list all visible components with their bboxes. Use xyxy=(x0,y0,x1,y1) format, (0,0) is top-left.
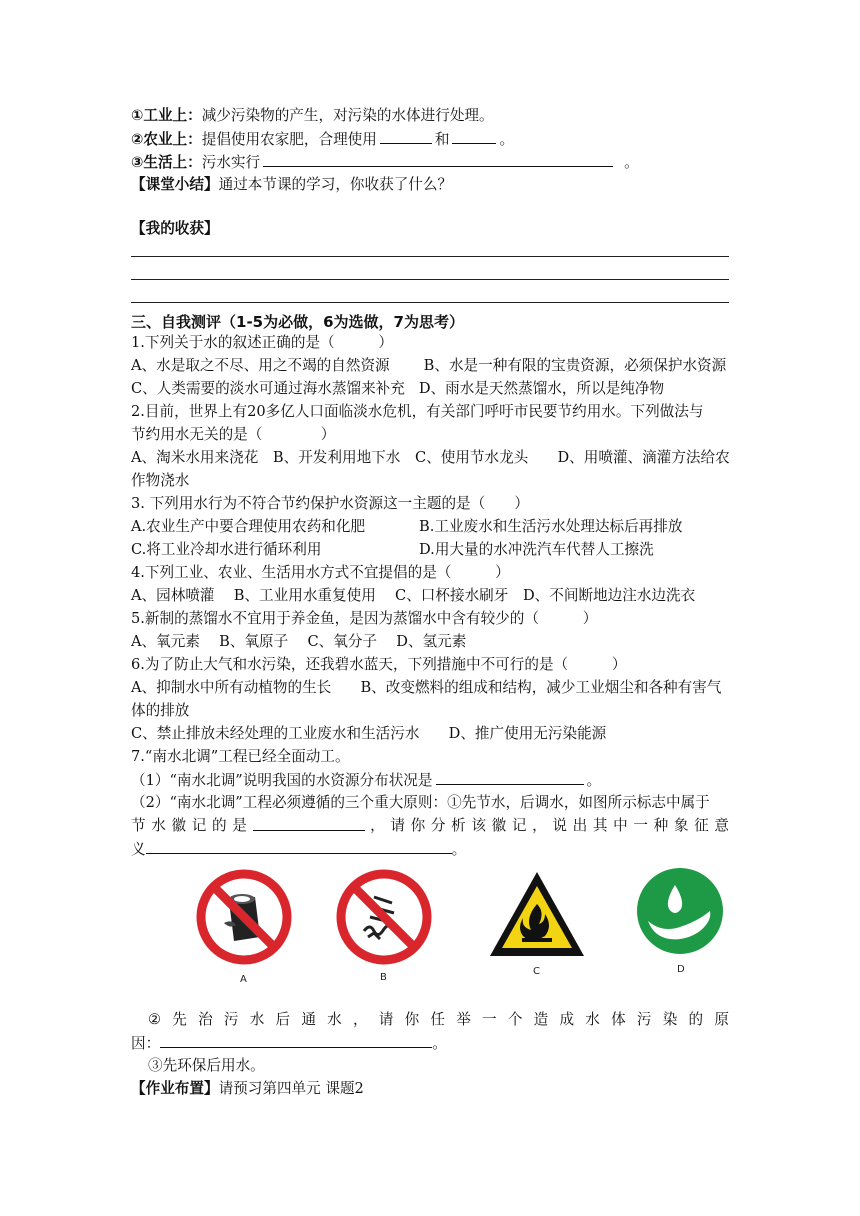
q7-p3-w20: 染 xyxy=(662,1011,678,1028)
q7-p3-w18: 体 xyxy=(611,1011,626,1028)
q7-p3-w0: ② xyxy=(148,1011,162,1028)
q7-p2-w22: 象 xyxy=(673,817,689,834)
class-summary xyxy=(131,175,452,195)
q7-p2-w1: 水 xyxy=(151,817,166,834)
q7-part-2-blank-1[interactable] xyxy=(253,816,365,831)
q3-stem: 3. 下列用水行为不符合节约保护水资源这一主题的是（ ） xyxy=(131,495,530,512)
q7-p3-w13: 一 xyxy=(482,1011,497,1028)
self-test-title: 三、自我测评（1-5为必做，6为选做，7为思考） xyxy=(131,313,464,331)
measure-agriculture-label: ②农业上： xyxy=(131,131,202,148)
q3-option-d: D.用大量的水冲洗汽车代替人工擦洗 xyxy=(419,541,654,558)
q7-p2-w17: 出 xyxy=(572,817,588,834)
q7-p2-w7: ， xyxy=(370,817,385,834)
q7-p3-w8: ， xyxy=(352,1011,368,1028)
q2-stem-1: 2.目前，世界上有20多亿人口面临淡水危机，有关部门呼吁市民要节约用水。下列做法与 xyxy=(131,403,704,420)
q7-p3-w11: 任 xyxy=(430,1011,446,1028)
q7-p3-w12: 举 xyxy=(456,1011,471,1028)
q7-p2-w0: 节 xyxy=(131,817,146,834)
q7-p2-w3: 记 xyxy=(191,817,207,834)
harvest-line-2[interactable] xyxy=(131,279,729,280)
q7-p2-w2: 徽 xyxy=(171,817,187,834)
q7-p2-w9: 你 xyxy=(410,817,426,834)
no-littering-sign-icon xyxy=(334,867,434,967)
q1-option-b: B、水是一种有限的宝贵资源，必须保护水资源 xyxy=(423,357,727,374)
sign-label-b: B xyxy=(380,972,387,983)
q7-p3-w7: 水 xyxy=(327,1011,342,1028)
harvest-line-3[interactable] xyxy=(131,302,729,303)
q7-part-4: ③先环保后用水。 xyxy=(148,1057,265,1074)
q7-part-3-line-2-text: 因： xyxy=(131,1035,161,1052)
q7-p2-w15: ， xyxy=(532,817,547,834)
q5-stem: 5.新制的蒸馏水不宜用于养金鱼，是因为蒸馏水中含有较少的（ ） xyxy=(131,610,598,627)
q7-p3-w1: 先 xyxy=(172,1011,187,1028)
q7-p2-w16: 说 xyxy=(552,817,567,834)
harvest-title: 【我的收获】 xyxy=(131,220,219,237)
q6-stem: 6.为了防止大气和水污染，还我碧水蓝天，下列措施中不可行的是（ ） xyxy=(131,656,627,673)
sign-label-a: A xyxy=(240,974,247,985)
q7-p3-w14: 个 xyxy=(507,1011,523,1028)
q7-p2-w23: 征 xyxy=(694,817,709,834)
q7-part-2-line-3 xyxy=(131,839,466,860)
q6-options-1: A、抑制水中所有动植物的生长 B、改变燃料的组成和结构，减少工业烟尘和各种有害气 xyxy=(131,679,722,696)
measure-industry-text: 减少污染物的产生，对污染的水体进行处理。 xyxy=(201,107,494,124)
q7-p2-w5: 是 xyxy=(232,817,247,834)
no-oil-drum-sign-icon xyxy=(194,867,294,967)
q7-stem: 7.“南水北调”工程已经全面动工。 xyxy=(131,748,350,765)
q7-p3-w6: 通 xyxy=(301,1011,316,1028)
q7-part-3-line-1 xyxy=(148,1010,729,1030)
q2-options-2: 作物浇水 xyxy=(131,472,190,489)
q7-p2-w24: 意 xyxy=(714,817,729,834)
measure-life-end: 。 xyxy=(624,154,639,171)
q7-p2-w10: 分 xyxy=(430,817,446,834)
q3-options-row-1 xyxy=(131,517,682,537)
sign-label-c: C xyxy=(533,966,540,977)
q7-part-2-line-2 xyxy=(131,816,729,836)
q7-p3-w19: 污 xyxy=(636,1011,652,1028)
q7-p3-w2: 治 xyxy=(198,1011,213,1028)
agriculture-blank-1[interactable] xyxy=(380,129,432,144)
q7-part-1-text: （1）“南水北调”说明我国的水资源分布状况是 xyxy=(131,772,433,789)
q7-p2-w13: 徽 xyxy=(491,817,507,834)
q2-options-1: A、淘米水用来浇花 B、开发利用地下水 C、使用节水龙头 D、用喷灌、滴灌方法给农 xyxy=(131,449,730,466)
agriculture-blank-2[interactable] xyxy=(452,129,496,144)
q7-p3-w16: 成 xyxy=(559,1011,575,1028)
q4-stem: 4.下列工业、农业、生活用水方式不宜提倡的是（ ） xyxy=(131,564,510,581)
measure-agriculture-text-b: 和 xyxy=(434,131,450,148)
q7-p3-w5: 后 xyxy=(275,1011,291,1028)
q7-part-1 xyxy=(131,770,601,791)
q1-stem: 1.下列关于水的叙述正确的是（ ） xyxy=(131,334,394,351)
q7-part-1-end: 。 xyxy=(586,772,602,789)
q7-part-3-blank[interactable] xyxy=(160,1033,432,1048)
measure-agriculture-text-c: 。 xyxy=(499,131,515,148)
q3-option-a: A.农业生产中要合理使用农药和化肥 xyxy=(131,518,366,535)
homework-label: 【作业布置】 xyxy=(131,1080,219,1097)
q7-part-3-line-2-end: 。 xyxy=(432,1035,447,1052)
q7-p3-w17: 水 xyxy=(585,1011,600,1028)
q6-options-3: C、禁止排放未经处理的工业废水和生活污水 D、推广使用无污染能源 xyxy=(131,725,607,742)
q7-p2-w8: 请 xyxy=(390,817,405,834)
sign-label-d: D xyxy=(677,964,685,975)
q7-p2-w14: 记 xyxy=(511,817,527,834)
q1-option-d: D、雨水是天然蒸馏水，所以是纯净物 xyxy=(418,380,665,397)
q7-p3-w10: 你 xyxy=(404,1011,420,1028)
measure-industry xyxy=(131,106,494,126)
q1-options-row-1 xyxy=(131,356,726,376)
q7-part-3-line-2 xyxy=(131,1033,447,1054)
class-summary-label: 【课堂小结】 xyxy=(131,176,219,193)
q2-stem-2: 节约用水无关的是（ ） xyxy=(131,426,336,443)
q7-p2-w20: 一 xyxy=(633,817,648,834)
q7-part-2-line-3-text: 义 xyxy=(131,841,146,858)
measure-life-text: 污水实行 xyxy=(201,154,261,171)
q7-p2-w19: 中 xyxy=(613,817,628,834)
measure-agriculture-text-a: 提倡使用农家肥，合理使用 xyxy=(201,131,377,148)
homework xyxy=(131,1079,364,1099)
q3-option-b: B.工业废水和生活污水处理达标后再排放 xyxy=(419,518,683,535)
q6-options-2: 体的排放 xyxy=(131,702,190,719)
q3-options-row-2 xyxy=(131,540,654,560)
q5-options: A、氧元素 B、氧原子 C、氧分子 D、氢元素 xyxy=(131,633,467,650)
q4-options: A、园林喷灌 B、工业用水重复使用 C、口杯接水刷牙 D、不间断地边注水边洗衣 xyxy=(131,587,696,604)
q7-p3-w15: 造 xyxy=(533,1011,549,1028)
q7-p3-w9: 请 xyxy=(378,1011,394,1028)
q7-p2-w18: 其 xyxy=(592,817,608,834)
q7-p2-w21: 种 xyxy=(653,817,669,834)
q7-p2-w11: 析 xyxy=(451,817,466,834)
measure-industry-label: ①工业上： xyxy=(131,107,202,124)
class-summary-text: 通过本节课的学习，你收获了什么？ xyxy=(218,176,453,193)
q7-part-2-line-1: （2）“南水北调”工程必须遵循的三个重大原则：①先节水，后调水，如图所示标志中属于 xyxy=(131,794,710,811)
q1-option-a: A、水是取之不尽、用之不竭的自然资源 xyxy=(131,357,390,374)
q7-p3-w4: 水 xyxy=(249,1011,265,1028)
water-saving-emblem-icon xyxy=(634,865,726,957)
life-blank[interactable] xyxy=(263,152,613,167)
measure-agriculture xyxy=(131,129,514,150)
measure-life-label: ③生活上： xyxy=(131,154,202,171)
q1-option-c: C、人类需要的淡水可通过海水蒸馏来补充 xyxy=(131,380,405,397)
q7-part-2-blank-2[interactable] xyxy=(146,839,452,854)
q7-p2-w4: 的 xyxy=(212,817,227,834)
q7-p3-w22: 原 xyxy=(714,1011,729,1028)
q1-options-row-2 xyxy=(131,379,664,399)
q3-option-c: C.将工业冷却水进行循环利用 xyxy=(131,541,322,558)
harvest-line-1[interactable] xyxy=(131,256,729,257)
flammable-warning-sign-icon xyxy=(486,868,588,962)
measure-life xyxy=(131,152,639,173)
q7-part-2-line-3-end: 。 xyxy=(451,841,467,858)
q7-p3-w21: 的 xyxy=(688,1011,704,1028)
q7-p2-w12: 该 xyxy=(471,817,486,834)
q7-part-1-blank[interactable] xyxy=(436,770,584,785)
q7-p3-w3: 污 xyxy=(223,1011,239,1028)
homework-text: 请预习第四单元 课题2 xyxy=(218,1080,364,1097)
